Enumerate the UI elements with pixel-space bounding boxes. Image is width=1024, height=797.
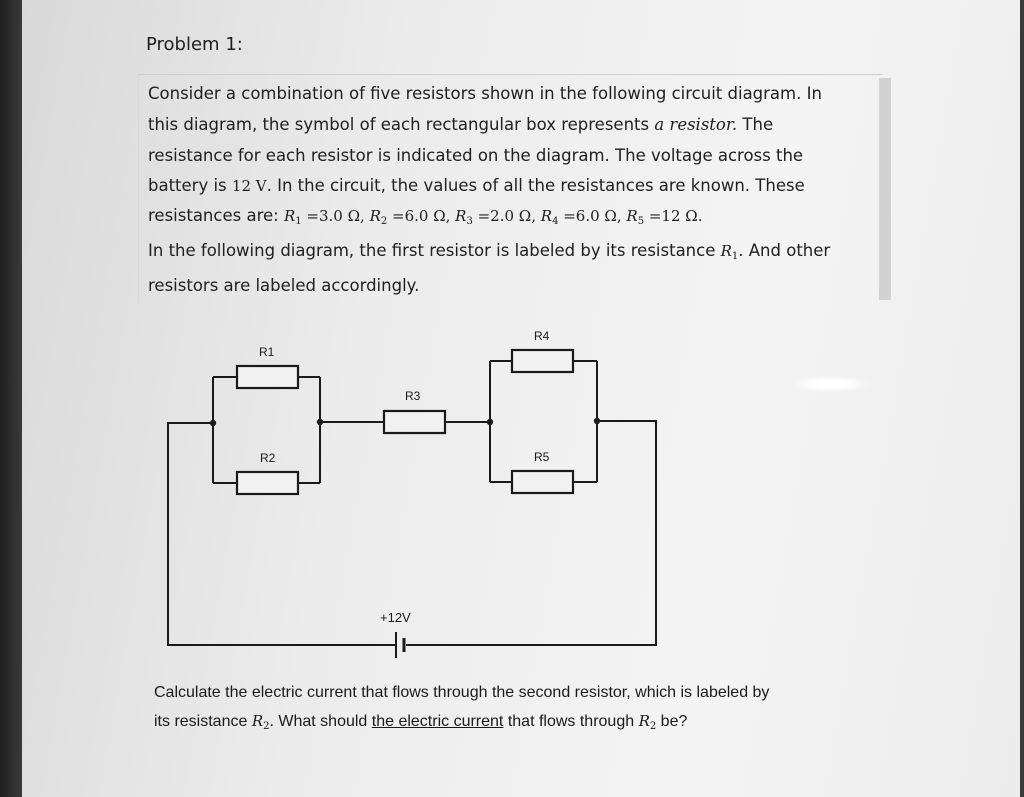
r3-symbol: R [455,207,467,225]
r4-subscript: 4 [552,216,559,227]
underlined-electric-current: the electric current [371,713,504,730]
line6-r-symbol: R [720,242,732,260]
junction-left-a [210,420,216,426]
line6-r-subscript: 1 [731,251,739,262]
intro-line-4-text: battery is [148,176,232,195]
label-battery: +12V [380,610,411,625]
resistor-r1 [237,366,298,388]
label-r4: R4 [534,329,550,343]
label-r5: R5 [534,450,550,464]
junction-right-a [487,419,493,425]
resistor-r3 [384,411,445,433]
question-line-2 [154,712,687,732]
intro-line-3: resistance for each resistor is indicated on the diagram. The voltage across the [148,146,804,165]
r5-value: =12 Ω. [644,207,703,225]
r3-value: =2.0 Ω, [472,207,541,225]
wire-outer-right [406,421,656,645]
wire-outer-left [168,423,395,645]
intro-line-5-text: resistances are: [148,206,284,225]
resistor-r2 [237,472,298,494]
question-r-symbol: R [251,712,264,730]
question-line-2-tail: be? [656,713,688,730]
intro-line-4-tail: . In the circuit, the values of all the resistances are known. These [266,176,805,195]
junction-right-b [594,418,600,424]
label-r3: R3 [405,389,421,403]
intro-line-2-text: this diagram, the symbol of each rectangular box represents [148,115,655,134]
intro-line-6-tail: . And other [738,241,831,260]
r1-subscript: 1 [295,216,302,227]
r2-subscript: 2 [380,216,388,227]
r3-subscript: 3 [466,216,473,227]
question-r-subscript: 2 [263,721,270,732]
r5-symbol: R [626,207,638,225]
intro-line-7: resistors are labeled accordingly. [148,276,420,295]
r4-value: =6.0 Ω, [558,207,627,225]
problem-title: Problem 1: [146,34,243,55]
resistor-r4 [512,350,573,372]
resistor-r5 [512,471,573,493]
question-line-2-mid2: that flows through [503,713,639,730]
intro-line-1: Consider a combination of five resistors shown in the following circuit diagram. In [148,84,822,103]
r1-value: =3.0 Ω, [301,207,370,225]
battery-voltage: 12 V [231,177,267,195]
r2-value: =6.0 Ω, [387,207,456,225]
question-line-2-mid: . What should [269,713,372,730]
r4-symbol: R [540,207,553,225]
circuit-wires [168,361,656,645]
label-r1: R1 [259,345,275,359]
question-line-1: Calculate the electric current that flows through the second resistor, which is labeled by [154,684,770,701]
question-line-2-text: its resistance [154,713,252,730]
r1-symbol: R [283,207,296,225]
question-r-symbol-2: R [638,712,650,730]
question-r-subscript-2: 2 [649,721,657,732]
junction-left-b [317,419,323,425]
intro-line-2-tail: The [737,115,774,134]
resistor-emphasis: a resistor. [654,115,738,134]
r5-subscript: 5 [637,216,645,227]
battery-symbol [396,632,404,658]
r2-symbol: R [369,207,381,225]
label-r2: R2 [260,451,276,465]
intro-line-6-text: In the following diagram, the first resistor is labeled by its resistance [148,241,721,260]
